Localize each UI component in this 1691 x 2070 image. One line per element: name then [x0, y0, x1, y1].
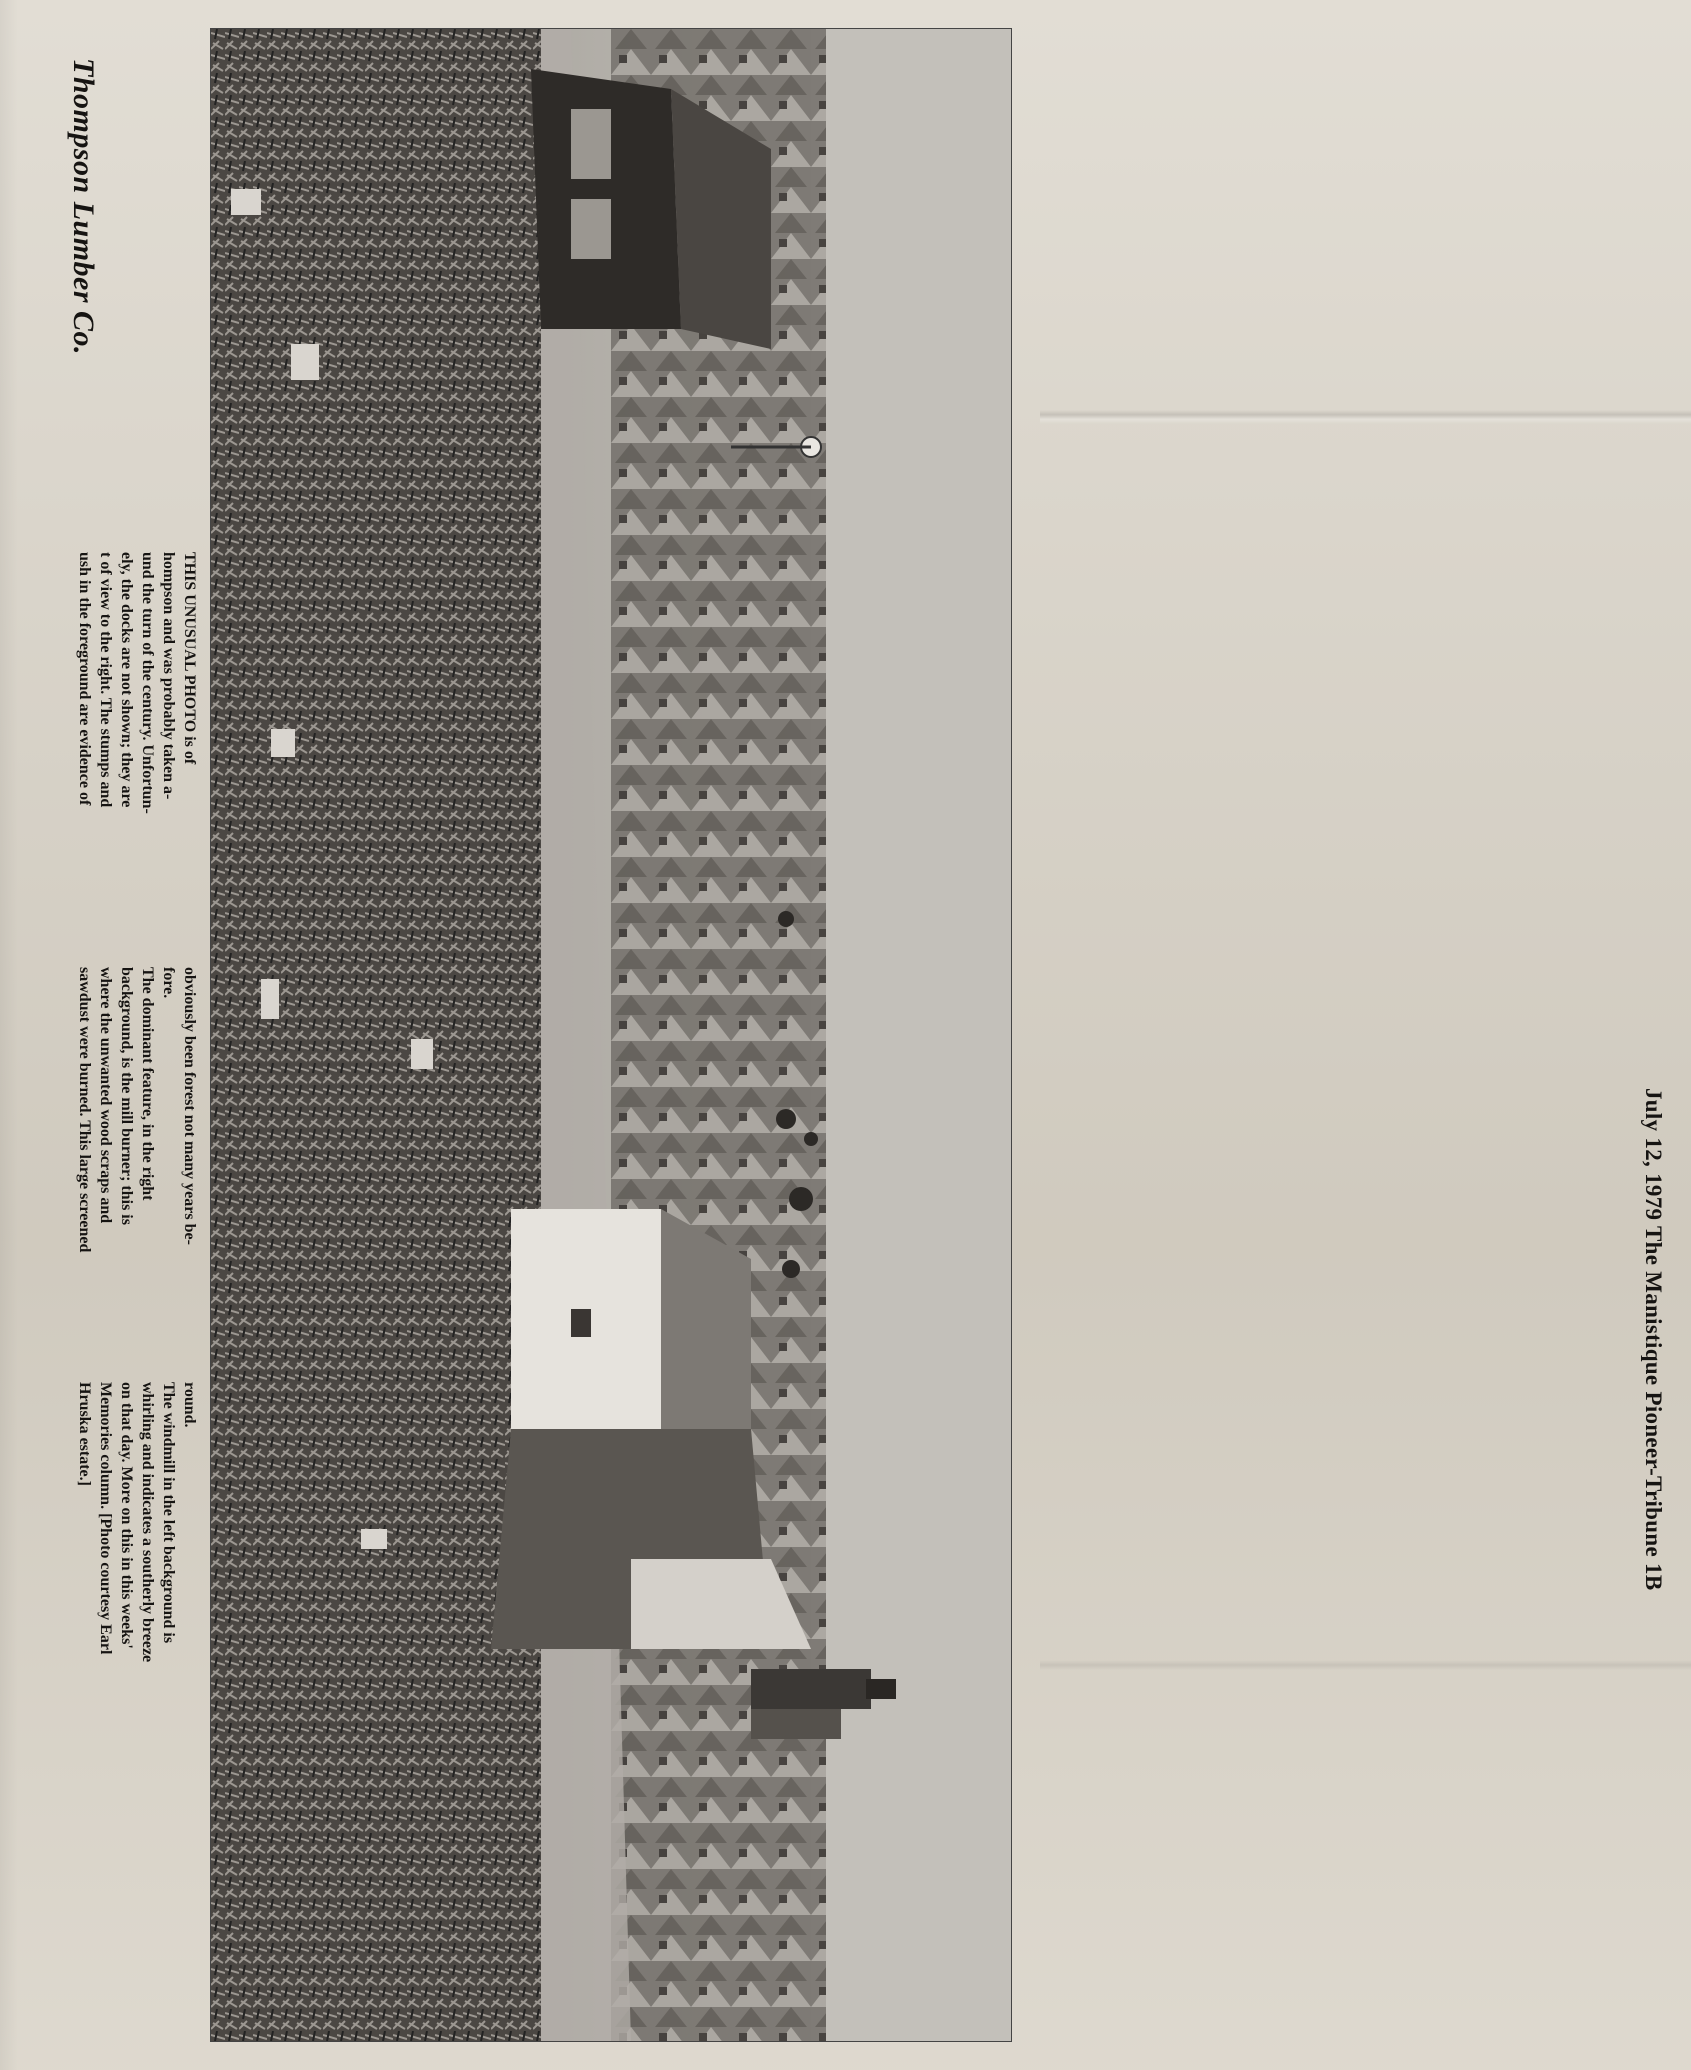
caption-column-3	[74, 1382, 200, 1782]
caption-line: Memories column. [Photo courtesy Earl	[97, 1382, 114, 1655]
caption-line: sawdust were burned. This large screened	[76, 967, 93, 1253]
caption-line: fore.	[160, 967, 177, 999]
photo-image	[211, 29, 1011, 2041]
caption-line: ush in the foreground are evidence of	[76, 552, 93, 806]
caption-line: round.	[181, 1382, 198, 1428]
caption-line: t of view to the right. The stumps and	[97, 552, 114, 808]
caption-line: und the turn of the century. Unfortun-	[139, 552, 156, 814]
caption-line: background, is the mill burner; this is	[118, 967, 135, 1225]
caption-line: The windmill in the left background is	[160, 1382, 177, 1644]
caption-line: on that day. More on this in this weeks'	[118, 1382, 135, 1649]
caption-line: Hruska estate.]	[76, 1382, 93, 1486]
photo-brush-foreground	[211, 29, 541, 2041]
paper-fold-lower	[1040, 1660, 1691, 1670]
article-headline: Thompson Lumber Co.	[67, 58, 100, 356]
caption-line: ely, the docks are not shown; they are	[118, 552, 135, 808]
newspaper-dateline: July 12, 1979 The Manistique Pioneer-Tribune 1B	[1641, 1088, 1666, 1591]
caption-line: hompson and was probably taken a-	[160, 552, 177, 800]
caption-column-1	[74, 552, 200, 952]
photo-sky	[811, 29, 1011, 2041]
caption-line: THIS UNUSUAL PHOTO is of	[181, 552, 198, 765]
caption-line: whirling and indicates a southerly breeze	[139, 1382, 156, 1663]
caption-line: where the unwanted wood scraps and	[97, 967, 114, 1224]
caption-column-2	[74, 967, 200, 1367]
caption-line: obviously been forest not many years be-	[181, 967, 198, 1245]
paper-fold	[1040, 410, 1691, 424]
caption-line: The dominant feature, in the right	[139, 967, 156, 1201]
historic-town-photo	[210, 28, 1012, 2042]
